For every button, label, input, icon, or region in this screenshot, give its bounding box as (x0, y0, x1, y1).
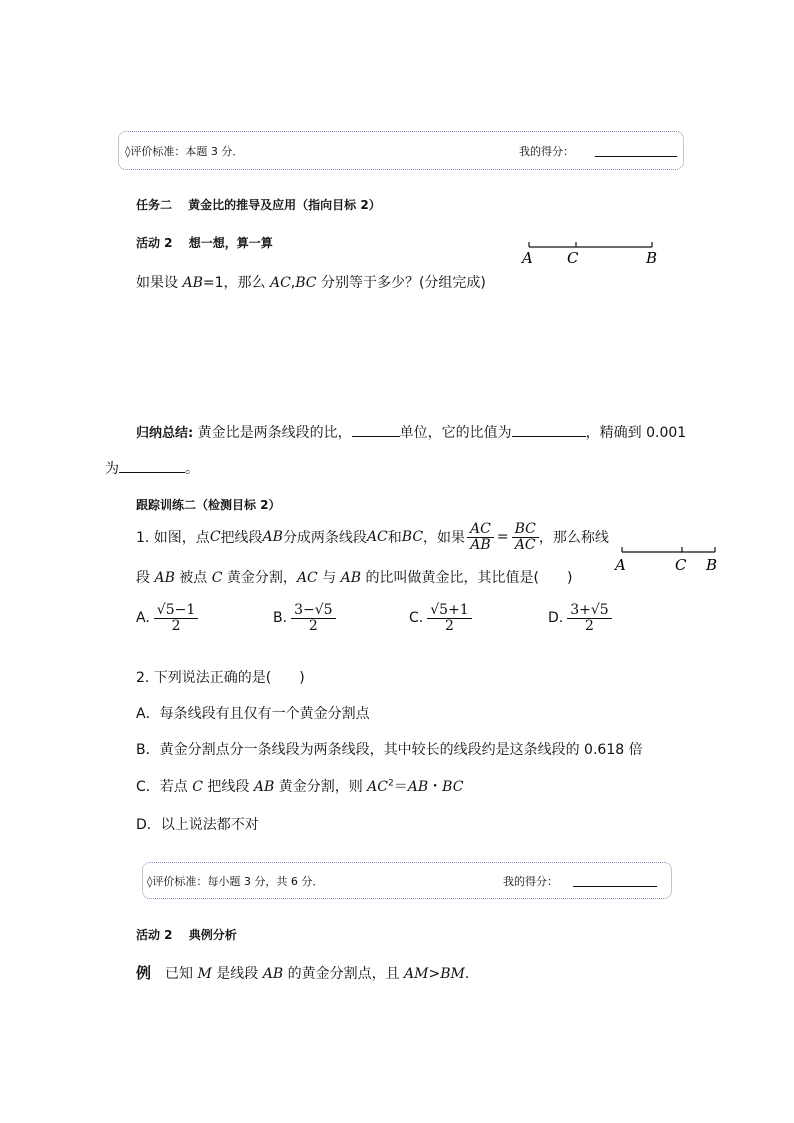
evaluation-criteria: ◊评价标准：本题 3 分． (125, 144, 244, 158)
q1-line-2: 段 AB 被点 C 黄金分割，AC 与 AB 的比叫做黄金比，其比值是( ) (136, 570, 573, 586)
summary-line-1: 归纳总结: 黄金比是两条线段的比， 单位，它的比值为 ，精确到 0.001 (136, 425, 687, 441)
q2-option-c[interactable]: C．若点 C 把线段 AB 黄金分割，则 $AC^2=AB$・BC (136, 778, 464, 795)
activity-title-think: 活动 2 想一想，算一算 (136, 236, 273, 250)
label-c: C (675, 556, 687, 574)
my-score-blank[interactable] (573, 886, 657, 887)
option-a[interactable]: A. $\frac{√5-1}{2}$ (136, 596, 198, 640)
my-score-label: 我的得分： (519, 144, 574, 158)
evaluation-box-1 (118, 131, 684, 170)
activity-question: 如果设 AB=1，那么 AC,BC 分别等于多少？(分组完成) (136, 275, 486, 291)
label-b: B (706, 556, 718, 574)
fraction-bc-ac: $\frac{BC}{AC}$ (512, 522, 539, 552)
segment-figure-1 (520, 236, 665, 270)
option-b[interactable]: B. $\frac{3-√5}{2}$ (273, 596, 336, 640)
q2-option-a[interactable]: A．每条线段有且仅有一个黄金分割点 (136, 706, 370, 722)
blank-unit[interactable] (352, 423, 400, 437)
q1-line-1: 1. 如图，点 C 把线段 AB 分成两条线段 AC 和 BC ，如果 $\frac{AC}{AB}$ = $\frac{BC}{AC}$ ，那么称线 (136, 520, 609, 553)
blank-ratio[interactable] (512, 423, 586, 437)
my-score-blank[interactable] (595, 156, 677, 157)
fraction-ac-ab: $\frac{AC}{AB}$ (467, 522, 494, 552)
label-c: C (567, 249, 579, 267)
task2-title: 任务二 黄金比的推导及应用（指向目标 2） (136, 198, 381, 212)
my-score-label: 我的得分： (503, 874, 558, 888)
label-b: B (646, 249, 658, 267)
option-d[interactable]: D. $\frac{3+√5}{2}$ (548, 596, 612, 640)
blank-approx[interactable] (119, 459, 185, 473)
activity-title-example: 活动 2 典例分析 (136, 928, 237, 942)
example-line: 例 已知 M 是线段 AB 的黄金分割点，且 AM>BM. (136, 964, 470, 982)
evaluation-box-2 (142, 862, 672, 899)
label-a: A (615, 556, 626, 574)
segment-figure-2 (612, 543, 722, 577)
evaluation-criteria: ◊评价标准：每小题 3 分，共 6 分． (147, 874, 324, 888)
q2-option-b[interactable]: B．黄金分割点分一条线段为两条线段，其中较长的线段约是这条线段的 0.618 倍 (136, 742, 643, 758)
option-c[interactable]: C. $\frac{√5+1}{2}$ (409, 596, 472, 640)
practice2-title: 跟踪训练二（检测目标 2） (136, 498, 281, 512)
q2-option-d[interactable]: D．以上说法都不对 (136, 817, 259, 833)
q2-stem: 2. 下列说法正确的是( ) (136, 670, 305, 686)
label-a: A (522, 249, 533, 267)
summary-line-2: 为 。 (105, 461, 199, 477)
